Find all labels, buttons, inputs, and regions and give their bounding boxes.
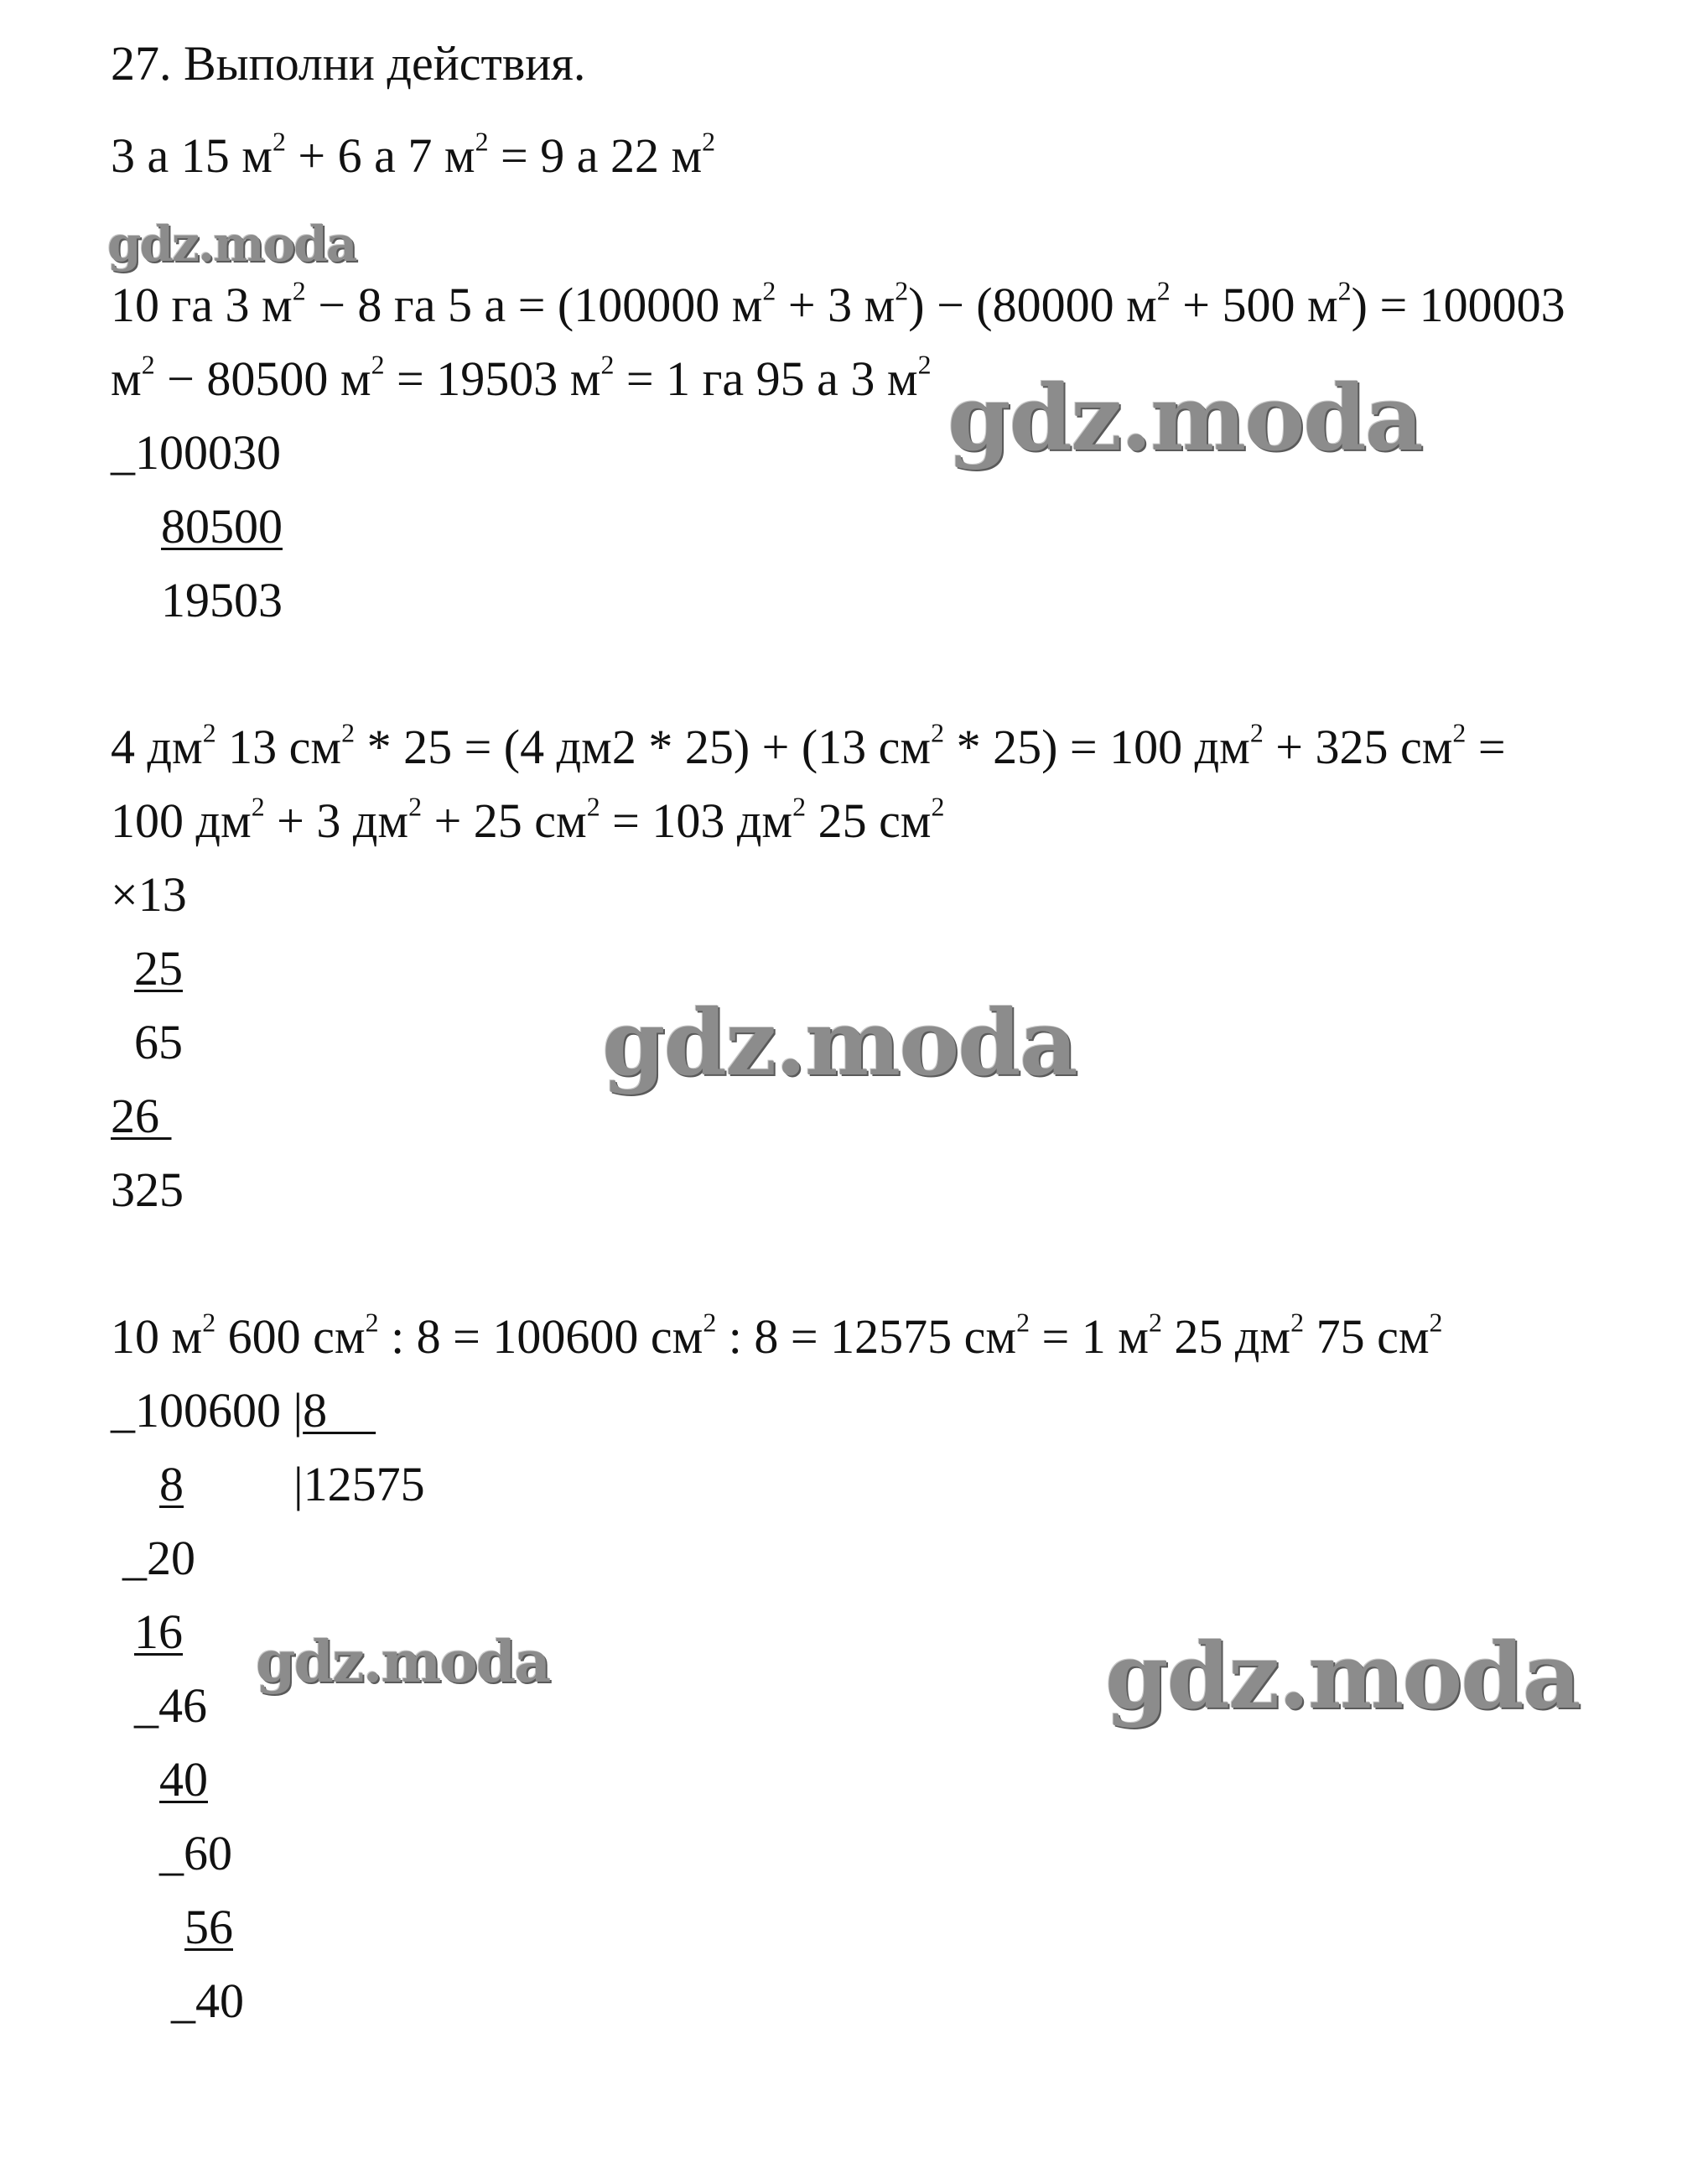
division-step: _46 bbox=[134, 1678, 207, 1733]
watermark: gdz.moda bbox=[1105, 1624, 1580, 1729]
task3-line2: 100 $дм^2 + 3$ $дм^2 + 25$ $см^2 = 103$ $дм^2$ 25 $см^2$ bbox=[111, 792, 945, 848]
division-step: _60 bbox=[159, 1826, 232, 1880]
mult-partial-1: 65 bbox=[134, 1015, 183, 1069]
division-step: _40 bbox=[171, 1973, 244, 2028]
page-title: 27. Выполни действия. bbox=[111, 36, 586, 91]
division-divisor: 8 bbox=[303, 1383, 376, 1438]
division-step: _20 bbox=[122, 1531, 195, 1585]
mult-multiplier: 25 bbox=[134, 941, 183, 996]
task3-line1: 4 $дм^2$ 13 $см^2 * 25 = (4$ дм2 * 25) + (13 $см^2 * 25) = 100$ $дм^2 + 325$ $см^2$ = bbox=[111, 718, 1506, 774]
column-difference: 19503 bbox=[161, 573, 283, 627]
division-quotient: |12575 bbox=[293, 1457, 425, 1511]
division-step: 56 bbox=[184, 1900, 233, 1954]
column-subtrahend: 80500 bbox=[161, 499, 283, 554]
division-dividend: _100600 |8 bbox=[111, 1383, 376, 1438]
division-step: 16 bbox=[134, 1604, 183, 1659]
task1-equation: 3 а 15 $м^2 + 6$ а 7 $м^2 = 9$ а 22 $м^2$ bbox=[111, 127, 716, 183]
column-minuend: _100030 bbox=[111, 425, 281, 480]
watermark: gdz.moda bbox=[602, 991, 1077, 1096]
watermark: gdz.moda bbox=[107, 216, 356, 273]
division-step: 40 bbox=[159, 1752, 208, 1807]
mult-partial-2: 26 bbox=[111, 1089, 172, 1143]
watermark: gdz.moda bbox=[256, 1629, 550, 1696]
watermark: gdz.moda bbox=[947, 366, 1422, 471]
task4-line1: 10 $м^2$ 600 $см^2$ : 8 = 100600 $см^2$ : 8 = 12575 $см^2 = 1$ $м^2$ 25 $дм^2$ 75 $см^2$ bbox=[111, 1308, 1443, 1364]
task2-line1: 10 га 3 $м^2 - 8$ га 5 а = (100000 $м^2 + 3$ $м^2) - (80000$ $м^2 + 500$ $м^2) = 100003$ bbox=[111, 276, 1565, 332]
division-step: 8 bbox=[159, 1457, 184, 1511]
task2-line2: $м^2 - 80500$ $м^2 = 19503$ $м^2 = 1$ га 95 а 3 $м^2$ bbox=[111, 350, 932, 406]
mult-multiplicand: ×13 bbox=[111, 867, 187, 922]
mult-product: 325 bbox=[111, 1162, 184, 1217]
